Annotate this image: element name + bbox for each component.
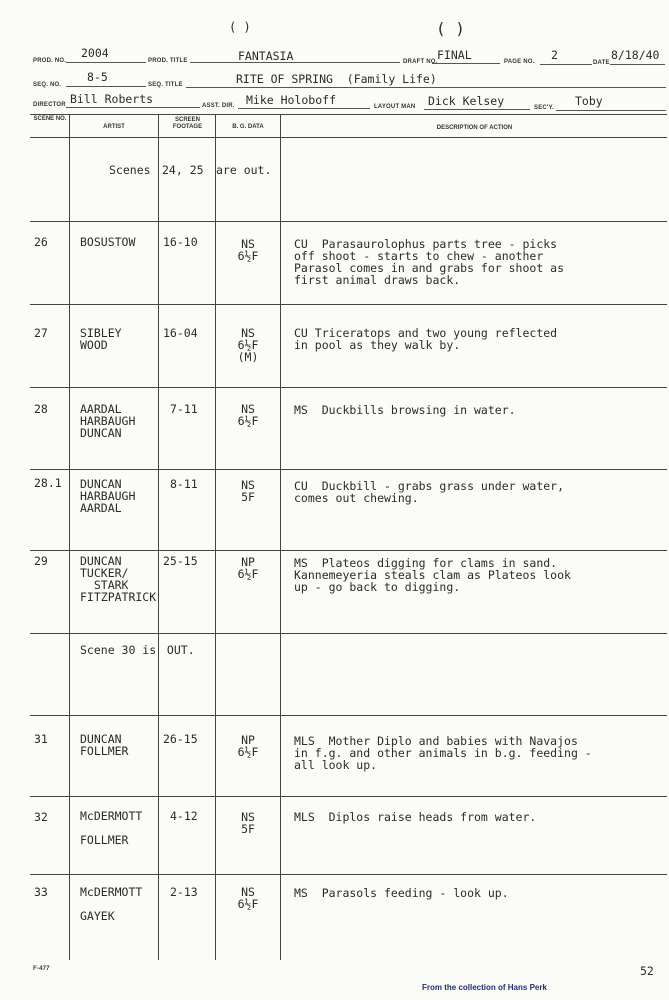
page-no-label: PAGE NO. <box>504 59 535 65</box>
row-4-footage: 8-11 <box>170 477 198 491</box>
row-9-scene: 33 <box>34 885 48 899</box>
row-8-description: MLS Diplos raise heads from water. <box>294 810 537 824</box>
page-no-value: 2 <box>551 48 558 62</box>
row-8-artist: McDERMOTT FOLLMER <box>80 809 143 847</box>
row-3-bg: NS 6½F <box>237 402 259 428</box>
seq-title-label: SEQ. TITLE <box>148 82 183 88</box>
form-number: F-477 <box>33 966 50 972</box>
row-3-scene: 28 <box>34 402 48 416</box>
row-9-description: MS Parasols feeding - look up. <box>294 886 509 900</box>
col-header-bg-data: B. G. DATA <box>232 124 264 130</box>
row-9-artist: McDERMOTT GAYEK <box>80 885 143 923</box>
page-number: 52 <box>640 964 654 978</box>
asst-dir-label: ASST. DIR. <box>202 103 235 109</box>
row-2-artist: SIBLEY WOOD <box>80 326 122 352</box>
asst-dir-value: Mike Holoboff <box>246 93 337 107</box>
prod-no-value: 2004 <box>81 46 109 60</box>
row-9-bg: NS 6½F <box>237 885 259 911</box>
row-3-footage: 7-11 <box>170 402 198 416</box>
seq-no-value: 8-5 <box>87 70 108 84</box>
row-4-description: CU Duckbill - grabs grass under water, comes out chewing. <box>294 479 565 505</box>
date-value: 8/18/40 <box>611 48 660 62</box>
layout-man-label: LAYOUT MAN <box>374 104 416 110</box>
draft-no-value: FINAL <box>437 48 472 62</box>
draft-no-label: DRAFT NO. <box>403 59 438 65</box>
row-5-footage: 25-15 <box>163 554 198 568</box>
seq-title-value: RITE OF SPRING (Family Life) <box>236 72 437 86</box>
row-7-bg: NP 6½F <box>237 733 259 759</box>
row-7-description: MLS Mother Diplo and babies with Navajos in f.g. and other animals in b.g. feeding - all look up. <box>294 734 592 772</box>
row-1-description: CU Parasaurolophus parts tree - picks off shoot - starts to chew - another Parasol comes in and grabs for shoot as first animal draws back. <box>294 237 565 287</box>
row-8-footage: 4-12 <box>170 809 198 823</box>
director-value: Bill Roberts <box>70 92 154 106</box>
secy-value: Toby <box>575 94 603 108</box>
layout-man-value: Dick Kelsey <box>428 94 505 108</box>
collection-credit: From the collection of Hans Perk <box>422 983 547 992</box>
col-header-artist: ARTIST <box>103 124 125 130</box>
prod-title-value: FANTASIA <box>238 49 294 63</box>
row-3-artist: AARDAL HARBAUGH DUNCAN <box>80 402 136 440</box>
row-4-artist: DUNCAN HARBAUGH AARDAL <box>80 477 136 515</box>
row-1-footage: 16-10 <box>163 235 198 249</box>
row-9-footage: 2-13 <box>170 885 198 899</box>
prod-title-label: PROD. TITLE <box>148 58 188 64</box>
row-7-footage: 26-15 <box>163 732 198 746</box>
row-2-scene: 27 <box>34 326 48 340</box>
seq-no-label: SEQ. NO. <box>33 82 62 88</box>
row-5-artist: DUNCAN TUCKER/ STARK FITZPATRICK <box>80 554 157 604</box>
row-1-artist: BOSUSTOW <box>80 235 136 249</box>
row-8-bg: NS 5F <box>241 810 255 836</box>
prod-no-label: PROD. NO. <box>33 58 67 64</box>
row-0-footage: 24, 25 <box>162 163 204 177</box>
row-3-description: MS Duckbills browsing in water. <box>294 403 516 417</box>
row-5-bg: NP 6½F <box>237 555 259 581</box>
row-6-footage: OUT. <box>160 643 195 657</box>
col-header-description: DESCRIPTION OF ACTION <box>436 125 513 131</box>
row-1-bg: NS 6½F <box>237 237 259 263</box>
row-5-description: MS Plateos digging for clams in sand. Kannemeyeria steals clam as Plateos look up - go back to digging. <box>294 556 571 594</box>
row-0-bg: are out. <box>216 163 272 177</box>
row-2-bg: NS 6½F (M) <box>237 326 259 364</box>
col-header-screen-footage: SCREEN FOOTAGE <box>172 117 203 130</box>
row-5-scene: 29 <box>34 554 48 568</box>
row-2-description: CU Triceratops and two young reflected in pool as they walk by. <box>294 326 558 352</box>
row-2-footage: 16-04 <box>163 326 198 340</box>
row-7-artist: DUNCAN FOLLMER <box>80 732 129 758</box>
col-header-scene-no: SCENE NO. <box>33 116 67 122</box>
row-0-artist: Scenes <box>109 163 151 177</box>
row-7-scene: 31 <box>34 732 48 746</box>
secy-label: SEC'Y. <box>534 105 554 111</box>
row-4-bg: NS 5F <box>241 478 255 504</box>
row-4-scene: 28.1 <box>34 476 62 490</box>
row-8-scene: 32 <box>34 810 48 824</box>
top-mark-right: ( ) <box>436 19 465 38</box>
date-label: DATE <box>593 60 610 66</box>
row-1-scene: 26 <box>34 235 48 249</box>
director-label: DIRECTOR <box>33 102 66 108</box>
top-mark-left: ( ) <box>229 20 251 34</box>
row-6-artist: Scene 30 is <box>80 643 157 657</box>
